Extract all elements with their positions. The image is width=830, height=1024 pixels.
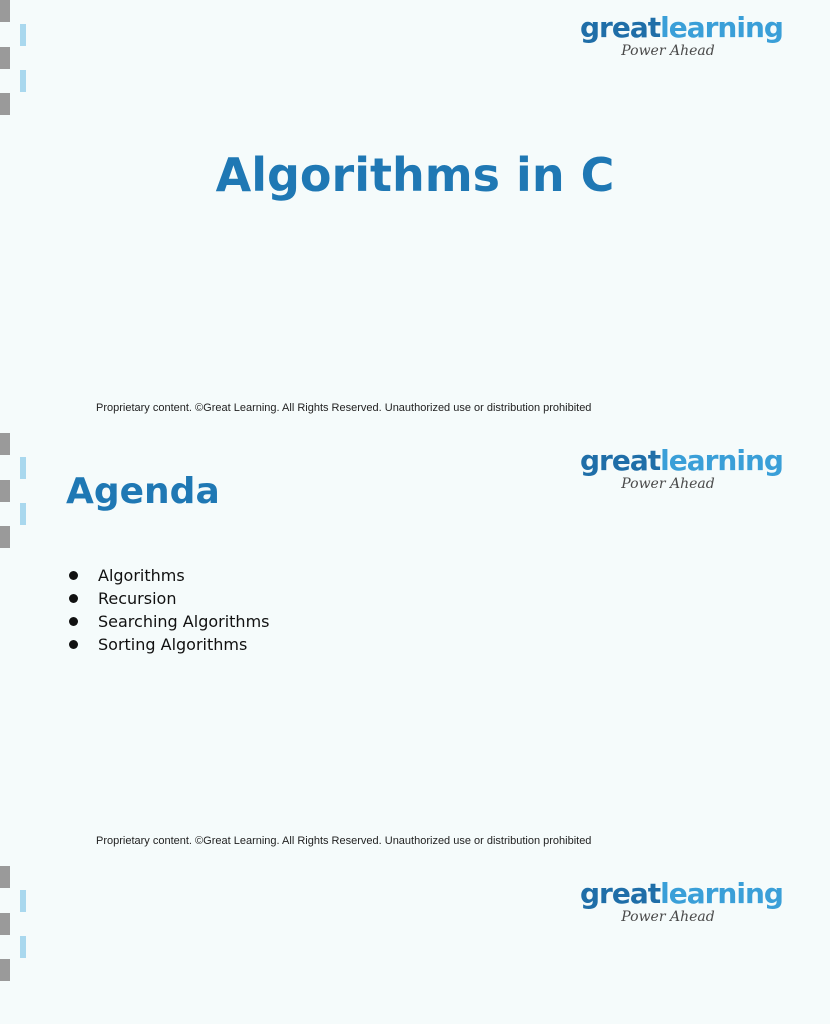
slide-footer: Proprietary content. ©Great Learning. All Rights Reserved. Unauthorized use or distribution prohibited <box>96 402 592 414</box>
slide-agenda <box>0 433 783 866</box>
great-learning-logo: greatlearning Power Ahead <box>580 877 783 925</box>
slide-footer: Proprietary content. ©Great Learning. All Rights Reserved. Unauthorized use or distribution prohibited <box>96 835 592 847</box>
left-border-decoration <box>0 433 30 553</box>
slide-title-heading: Algorithms in C <box>215 148 615 202</box>
bullet-icon <box>69 617 78 626</box>
bullet-icon <box>69 594 78 603</box>
slide-next <box>0 866 783 1024</box>
bullet-icon <box>69 640 78 649</box>
agenda-heading: Agenda <box>66 471 220 512</box>
great-learning-logo: greatlearning Power Ahead <box>580 11 783 59</box>
left-border-decoration <box>0 0 30 120</box>
great-learning-logo: greatlearning Power Ahead <box>580 444 783 492</box>
logo-tagline: Power Ahead <box>621 43 715 59</box>
bullet-icon <box>69 571 78 580</box>
list-item: Sorting Algorithms <box>66 633 270 656</box>
logo-tagline: Power Ahead <box>621 476 715 492</box>
list-item: Recursion <box>66 587 270 610</box>
logo-tagline: Power Ahead <box>621 909 715 925</box>
left-border-decoration <box>0 866 30 986</box>
slide-title <box>0 0 783 433</box>
agenda-list <box>66 564 270 656</box>
list-item: Searching Algorithms <box>66 610 270 633</box>
list-item: Algorithms <box>66 564 270 587</box>
